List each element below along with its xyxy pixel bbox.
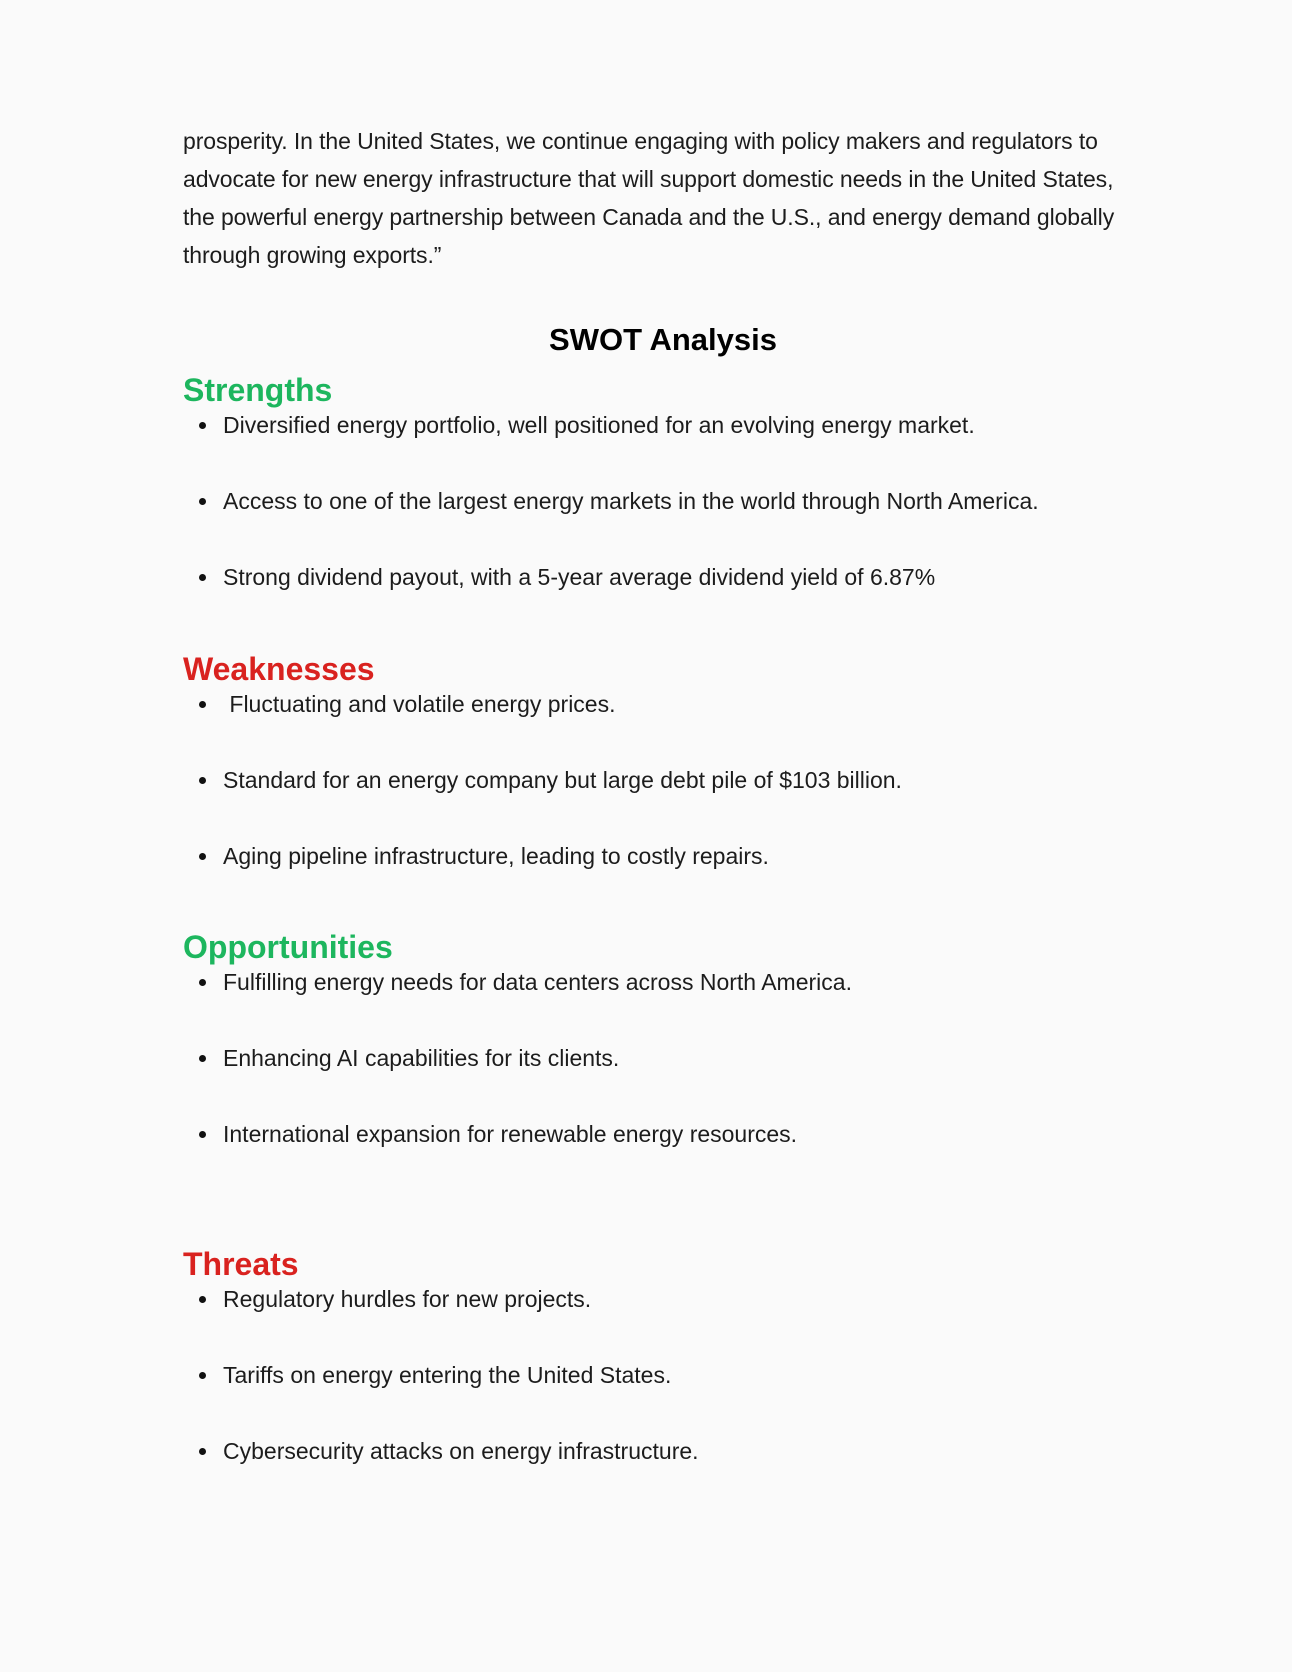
list-item-text: Tariffs on energy entering the United States. bbox=[223, 1362, 672, 1388]
list-item bbox=[183, 486, 1158, 516]
list-item-text: Enhancing AI capabilities for its clients. bbox=[223, 1045, 620, 1071]
strengths-heading: Strengths bbox=[183, 372, 333, 408]
list-item-text: Fluctuating and volatile energy prices. bbox=[223, 691, 616, 717]
weaknesses-list bbox=[183, 689, 1158, 871]
bullet-icon bbox=[199, 1131, 206, 1138]
list-item-text: Standard for an energy company but large debt pile of $103 billion. bbox=[223, 767, 902, 793]
intro-line: advocate for new energy infrastructure that will support domestic needs in the United States, bbox=[183, 166, 1114, 192]
list-item bbox=[183, 689, 1158, 719]
opportunities-list bbox=[183, 967, 1158, 1149]
bullet-icon bbox=[199, 853, 206, 860]
page-title: SWOT Analysis bbox=[549, 322, 777, 357]
list-item bbox=[183, 841, 1158, 871]
opportunities-heading: Opportunities bbox=[183, 929, 393, 965]
intro-line: prosperity. In the United States, we continue engaging with policy makers and regulators to bbox=[183, 128, 1098, 154]
list-item-text: Aging pipeline infrastructure, leading to costly repairs. bbox=[223, 843, 769, 869]
bullet-icon bbox=[199, 422, 206, 429]
list-item bbox=[183, 1436, 1158, 1466]
list-item-text: International expansion for renewable energy resources. bbox=[223, 1121, 798, 1147]
threats-list bbox=[183, 1284, 1158, 1466]
bullet-icon bbox=[199, 701, 206, 708]
list-item-text: Diversified energy portfolio, well positioned for an evolving energy market. bbox=[223, 412, 975, 438]
list-item-text: Cybersecurity attacks on energy infrastructure. bbox=[223, 1438, 699, 1464]
list-item bbox=[183, 1043, 1158, 1073]
intro-line: through growing exports.” bbox=[183, 242, 442, 268]
bullet-icon bbox=[199, 1372, 206, 1379]
intro-line: the powerful energy partnership between Canada and the U.S., and energy demand globally bbox=[183, 204, 1115, 230]
bullet-icon bbox=[199, 498, 206, 505]
intro-paragraph bbox=[183, 122, 1158, 274]
list-item bbox=[183, 410, 1158, 440]
opportunities-section bbox=[183, 927, 1158, 1149]
bullet-icon bbox=[199, 1055, 206, 1062]
weaknesses-heading: Weaknesses bbox=[183, 651, 375, 687]
list-item-text: Access to one of the largest energy markets in the world through North America. bbox=[223, 488, 1039, 514]
bullet-icon bbox=[199, 979, 206, 986]
bullet-icon bbox=[199, 777, 206, 784]
list-item bbox=[183, 765, 1158, 795]
list-item bbox=[183, 1360, 1158, 1390]
threats-section bbox=[183, 1244, 1158, 1466]
list-item-text: Regulatory hurdles for new projects. bbox=[223, 1286, 592, 1312]
bullet-icon bbox=[199, 1448, 206, 1455]
weaknesses-section bbox=[183, 649, 1158, 871]
bullet-icon bbox=[199, 1296, 206, 1303]
list-item bbox=[183, 967, 1158, 997]
document-page bbox=[183, 122, 1158, 1464]
strengths-section bbox=[183, 370, 1158, 592]
strengths-list bbox=[183, 410, 1158, 592]
threats-heading: Threats bbox=[183, 1246, 299, 1282]
list-item-text: Strong dividend payout, with a 5-year average dividend yield of 6.87% bbox=[223, 564, 936, 590]
list-item-text: Fulfilling energy needs for data centers across North America. bbox=[223, 969, 852, 995]
list-item bbox=[183, 1284, 1158, 1314]
list-item bbox=[183, 1119, 1158, 1149]
list-item bbox=[183, 562, 1158, 592]
bullet-icon bbox=[199, 574, 206, 581]
